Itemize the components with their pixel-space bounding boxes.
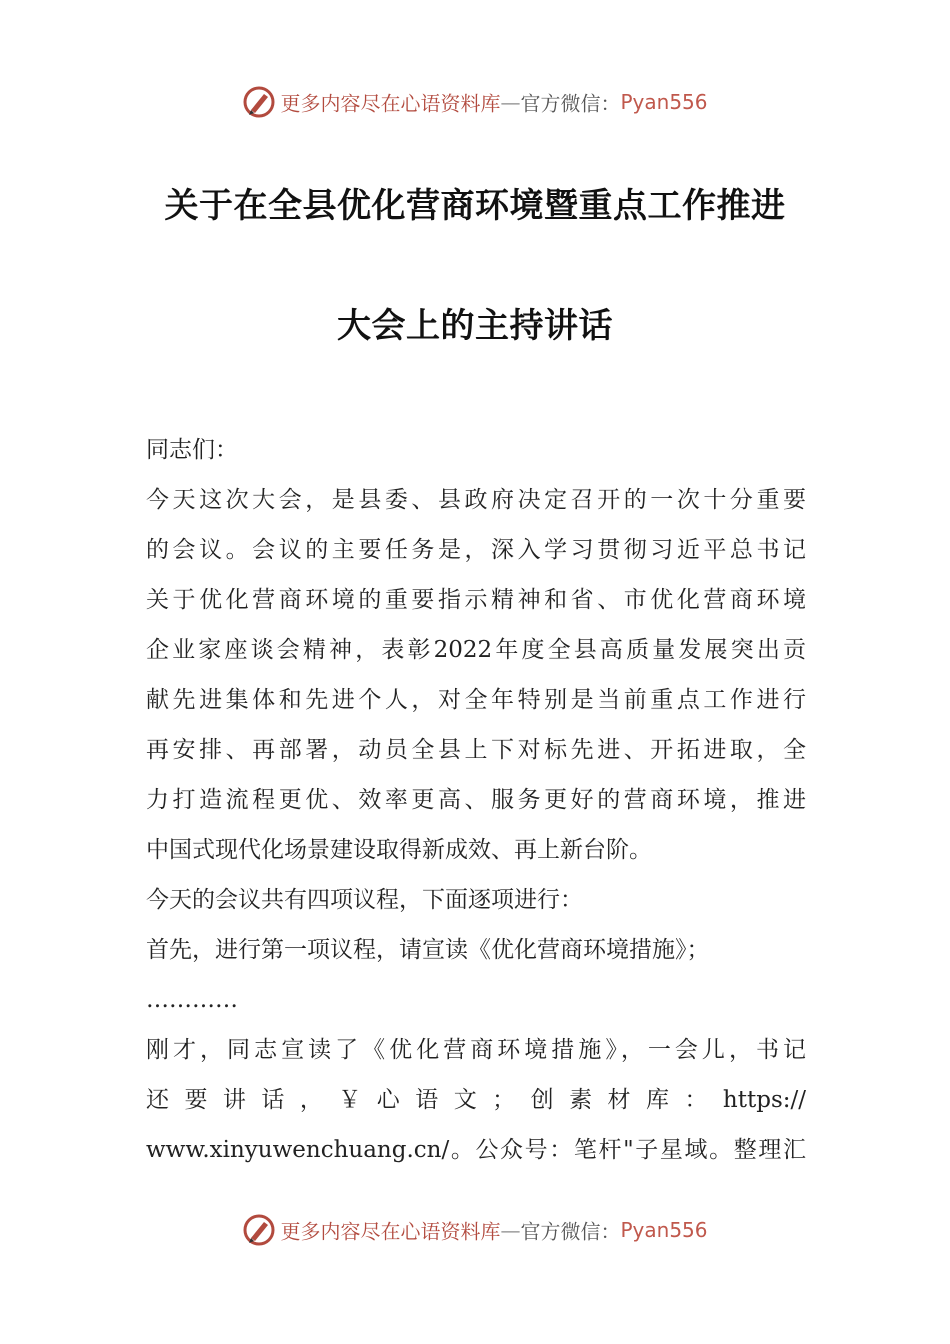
paragraph-line: 关于优化营商环境的重要指示精神和省、市优化营商环境 [146,587,806,613]
watermark-dash: — [500,1218,521,1242]
paragraph-line: 再安排、再部署，动员全县上下对标先进、开拓进取，全 [146,737,806,763]
pen-logo-icon [242,85,276,119]
paragraph-line: 还要讲话，￥心语文；创素材库：https:// [146,1087,806,1113]
pen-logo-icon [242,1213,276,1247]
header-watermark [0,85,950,119]
watermark-wechat-id: Pyan556 [620,90,708,114]
paragraph-line: 力打造流程更优、效率更高、服务更好的营商环境，推进 [146,787,806,813]
watermark-text: 更多内容尽在心语资料库 [280,1219,501,1244]
agenda-item-1: 首先，进行第一项议程，请宣读《优化营商环境措施》； [146,937,710,963]
paragraph-line: 中国式现代化场景建设取得新成效、再上新台阶。 [146,837,652,863]
greeting: 同志们： [146,437,238,463]
paragraph-line: 的会议。会议的主要任务是，深入学习贯彻习近平总书记 [146,537,806,563]
paragraph-line: 企业家座谈会精神，表彰2022年度全县高质量发展突出贡 [146,637,806,663]
watermark-official-label: 官方微信： [520,1219,621,1244]
paragraph-line: 刚才，同志宣读了《优化营商环境措施》，一会儿，书记 [146,1037,806,1063]
watermark-text: 更多内容尽在心语资料库 [280,91,501,116]
paragraph-line: www.xinyuwenchuang.cn/。公众号：笔杆"子星域。整理汇 [146,1137,806,1163]
watermark-official-label: 官方微信： [520,91,621,116]
agenda-intro: 今天的会议共有四项议程，下面逐项进行： [146,887,583,913]
document-title-line-2: 大会上的主持讲话 [337,306,613,346]
paragraph-line: 今天这次大会，是县委、县政府决定召开的一次十分重要 [146,487,806,513]
document-body [146,425,806,1175]
footer-watermark [0,1213,950,1247]
watermark-wechat-id: Pyan556 [620,1218,708,1242]
ellipsis: ………… [146,987,238,1013]
document-title-line-1: 关于在全县优化营商环境暨重点工作推进 [164,186,786,226]
paragraph-line: 献先进集体和先进个人，对全年特别是当前重点工作进行 [146,687,806,713]
watermark-dash: — [500,90,521,114]
